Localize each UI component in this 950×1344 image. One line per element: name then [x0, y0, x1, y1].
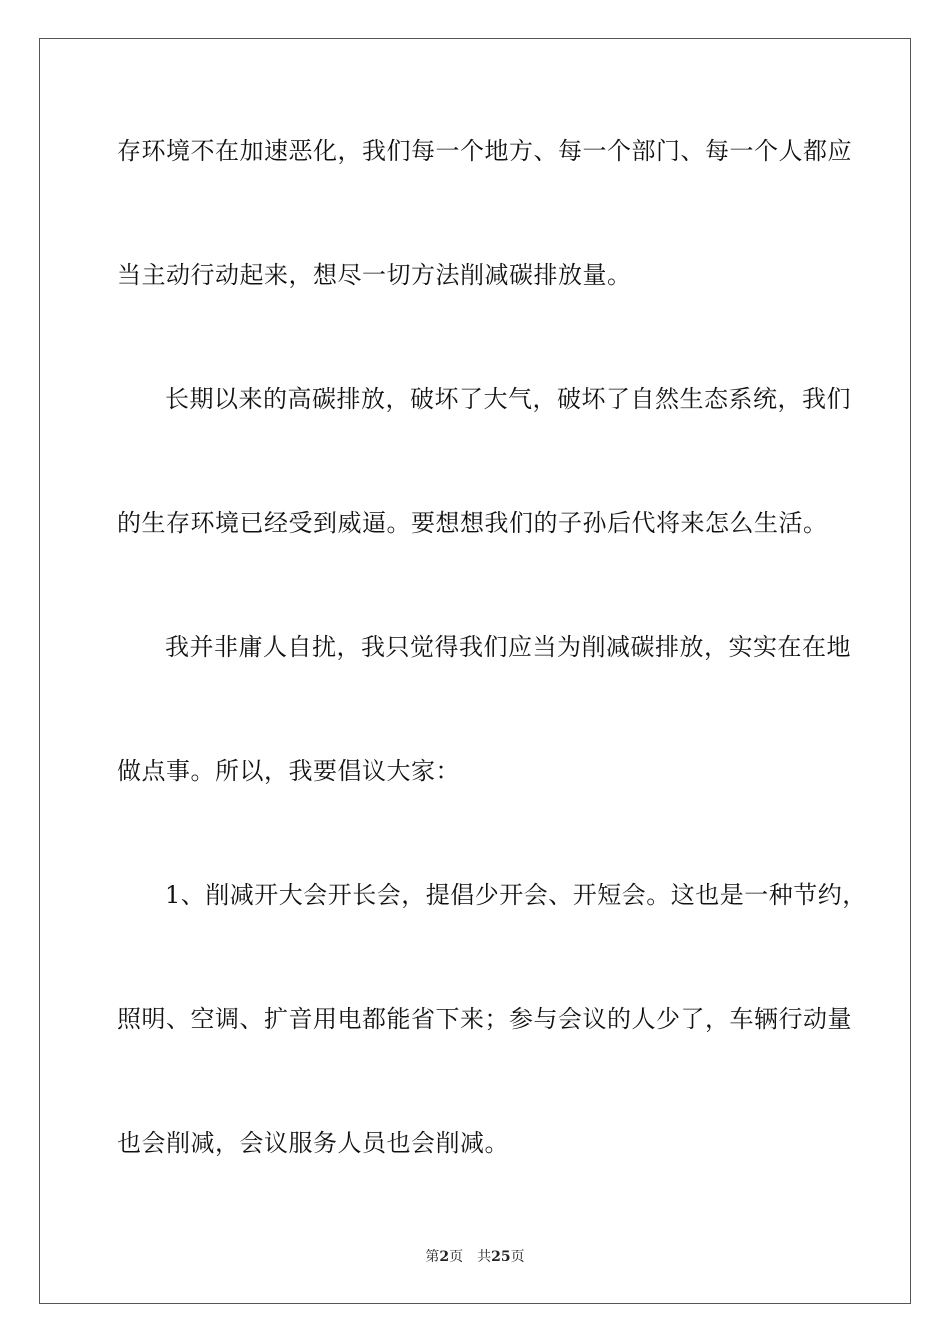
body-line-4: 的生存环境已经受到威逼。要想想我们的子孙后代将来怎么生活。: [117, 509, 828, 537]
page-border: [39, 38, 911, 1304]
body-line-5: 我并非庸人自扰，我只觉得我们应当为削减碳排放，实实在在地: [165, 633, 851, 661]
body-line-6: 做点事。所以，我要倡议大家：: [117, 757, 460, 785]
total-pages: 25: [491, 1249, 511, 1265]
page-footer: [0, 1248, 950, 1266]
body-line-2: 当主动行动起来，想尽一切方法削减碳排放量。: [117, 261, 632, 289]
body-line-3: 长期以来的高碳排放，破坏了大气，破坏了自然生态系统，我们: [165, 385, 851, 413]
body-line-9: 也会削减，会议服务人员也会削减。: [117, 1129, 509, 1157]
body-line-7: 1、削减开大会开长会，提倡少开会、开短会。这也是一种节约，: [165, 881, 867, 909]
total-prefix: 共: [477, 1249, 492, 1265]
body-line-1: 存环境不在加速恶化，我们每一个地方、每一个部门、每一个人都应: [117, 137, 852, 165]
total-suffix: 页: [510, 1249, 525, 1265]
page-suffix: 页: [449, 1249, 464, 1265]
page-number: 2: [439, 1249, 450, 1265]
body-line-8: 照明、空调、扩音用电都能省下来；参与会议的人少了，车辆行动量: [117, 1005, 852, 1033]
page-prefix: 第: [425, 1249, 440, 1265]
